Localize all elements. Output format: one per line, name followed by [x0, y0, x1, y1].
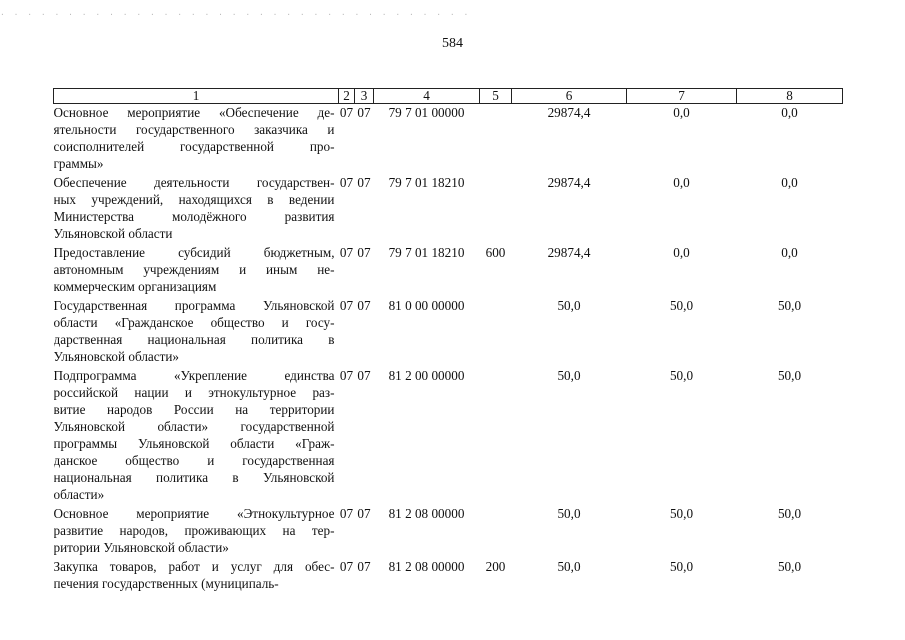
row-value-7: 50,0: [669, 559, 694, 574]
row-vr: 200: [485, 559, 506, 574]
table-row: [54, 558, 843, 592]
table-header-row: [54, 89, 843, 104]
row-csr: 81 2 00 00000: [388, 368, 465, 383]
header-cell: 1: [54, 89, 339, 104]
row-name-line: Государственная программа Ульяновской: [53, 298, 335, 313]
row-name-line: Министерства молодёжного развития: [53, 209, 335, 224]
row-name-line: Основное мероприятие «Этнокультурное: [53, 506, 335, 521]
row-name-line: развитие народов, проживающих на тер-: [53, 523, 335, 538]
row-name-line: печения государственных (муниципаль-: [53, 576, 279, 591]
row-value-7: 50,0: [669, 368, 694, 383]
row-pr: 07: [357, 506, 371, 521]
row-name: [54, 174, 339, 242]
row-name-line: ритории Ульяновской области»: [53, 540, 229, 555]
row-name-line: области «Гражданское общество и госу-: [53, 315, 335, 330]
row-name: [54, 104, 339, 173]
row-name: [54, 367, 339, 503]
row-name-line: Ульяновской области»: [53, 349, 180, 364]
row-pr: 07: [357, 105, 371, 120]
row-name-line: ятельности государственного заказчика и: [53, 122, 335, 137]
row-value-8: 50,0: [777, 298, 802, 313]
row-name-line: российской нации и этнокультурное раз-: [53, 385, 335, 400]
row-value-8: 50,0: [777, 368, 802, 383]
row-csr: 79 7 01 00000: [388, 105, 465, 120]
row-value-6: 50,0: [557, 506, 581, 521]
row-name-line: коммерческим организациям: [53, 279, 217, 294]
table-row: [54, 104, 843, 173]
row-name-line: Подпрограмма «Укрепление единства: [53, 368, 335, 383]
row-value-6: 50,0: [557, 368, 581, 383]
header-cell: 4: [374, 89, 480, 104]
row-name-line: витие народов России на территории: [53, 402, 335, 417]
row-rz: 07: [339, 175, 354, 190]
row-name-line: области»: [53, 487, 105, 502]
row-rz: 07: [339, 245, 354, 260]
row-name-line: Обеспечение деятельности государствен-: [53, 175, 335, 190]
table-row: [54, 244, 843, 295]
header-cell: 2: [339, 89, 355, 104]
row-value-7: 50,0: [669, 506, 694, 521]
header-cell: 8: [737, 89, 843, 104]
row-value-8: 50,0: [777, 559, 802, 574]
row-name-line: Ульяновской области: [53, 226, 173, 241]
row-value-6: 29874,4: [547, 175, 591, 190]
row-pr: 07: [357, 298, 371, 313]
row-value-6: 50,0: [557, 298, 581, 313]
row-vr: [480, 505, 512, 556]
budget-table: [53, 88, 843, 592]
row-csr: 79 7 01 18210: [388, 175, 465, 190]
row-value-8: 50,0: [777, 506, 802, 521]
table-row: [54, 367, 843, 503]
row-pr: 07: [357, 368, 371, 383]
header-cell: 5: [480, 89, 512, 104]
row-name-line: Предоставление субсидий бюджетным,: [53, 245, 335, 260]
row-name: [54, 505, 339, 556]
row-name-line: автономным учреждениям и иным не-: [53, 262, 335, 277]
row-rz: 07: [339, 559, 354, 574]
row-value-6: 29874,4: [547, 105, 591, 120]
row-rz: 07: [339, 298, 354, 313]
row-name-line: соисполнителей государственной про-: [53, 139, 335, 154]
row-value-8: 0,0: [781, 175, 798, 190]
row-name-line: данское общество и государственная: [53, 453, 335, 468]
row-value-7: 0,0: [673, 245, 690, 260]
row-name-line: Закупка товаров, работ и услуг для обес-: [53, 559, 335, 574]
row-value-8: 0,0: [781, 105, 798, 120]
row-name-line: дарственная национальная политика в: [53, 332, 335, 347]
scan-noise: . . . . . . . . . . . . . . . . . . . . . . . . . . . . . . . . . . .: [0, 8, 471, 17]
header-cell: 7: [627, 89, 737, 104]
row-name: [54, 558, 339, 592]
row-name-line: граммы»: [53, 156, 104, 171]
row-csr: 81 0 00 00000: [388, 298, 465, 313]
row-pr: 07: [357, 559, 371, 574]
row-vr: [480, 297, 512, 365]
row-vr: [480, 367, 512, 503]
row-name-line: ных учреждений, находящихся в ведении: [53, 192, 335, 207]
header-cell: 3: [355, 89, 374, 104]
page-number: 584: [442, 36, 463, 51]
row-rz: 07: [339, 506, 354, 521]
row-rz: 07: [339, 105, 354, 120]
row-name-line: Ульяновской области» государственной: [53, 419, 335, 434]
row-csr: 79 7 01 18210: [388, 245, 465, 260]
row-pr: 07: [357, 245, 371, 260]
row-name-line: национальная политика в Ульяновской: [53, 470, 335, 485]
row-rz: 07: [339, 368, 354, 383]
row-name: [54, 297, 339, 365]
row-name-line: Основное мероприятие «Обеспечение де-: [53, 105, 335, 120]
row-vr: [480, 174, 512, 242]
table-row: [54, 297, 843, 365]
row-csr: 81 2 08 00000: [388, 506, 465, 521]
row-vr: [480, 104, 512, 173]
row-pr: 07: [357, 175, 371, 190]
row-name: [54, 244, 339, 295]
table-row: [54, 174, 843, 242]
row-value-6: 50,0: [557, 559, 581, 574]
row-name-line: программы Ульяновской области «Граж-: [53, 436, 335, 451]
row-value-7: 0,0: [673, 175, 690, 190]
row-value-8: 0,0: [781, 245, 798, 260]
table-row: [54, 505, 843, 556]
row-value-6: 29874,4: [547, 245, 591, 260]
row-value-7: 50,0: [669, 298, 694, 313]
row-vr: 600: [485, 245, 506, 260]
row-value-7: 0,0: [673, 105, 690, 120]
row-csr: 81 2 08 00000: [388, 559, 465, 574]
table-body: [54, 104, 843, 593]
header-cell: 6: [512, 89, 627, 104]
